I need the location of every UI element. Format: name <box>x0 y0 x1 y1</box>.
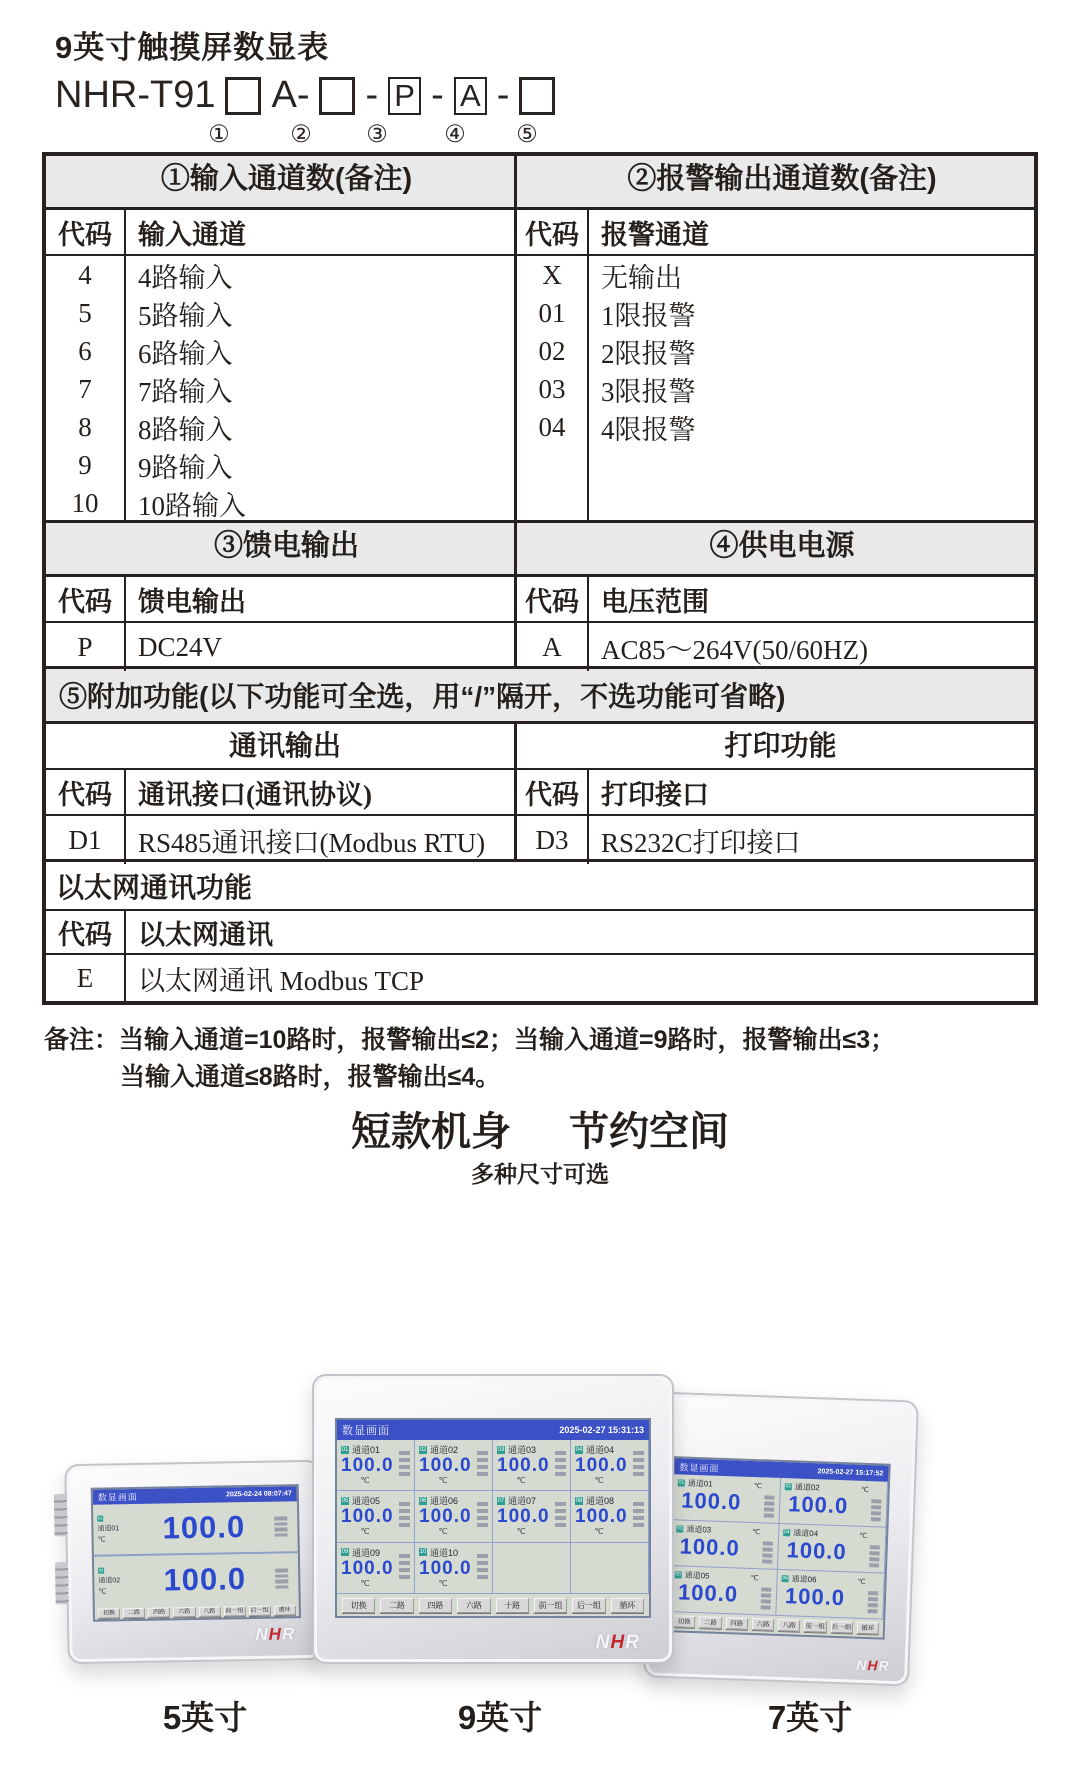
channel-number-badge: 03 <box>497 1446 505 1453</box>
screen-button: 六路 <box>457 1598 490 1613</box>
col-header-code: 代码 <box>46 210 126 254</box>
channel-name: 通道06 <box>791 1574 817 1585</box>
desc-cell: 2限报警 <box>601 338 696 369</box>
channel-cell <box>780 1478 889 1528</box>
channel-number-badge: 10 <box>419 1549 427 1556</box>
channel-value: 100.0 <box>341 1506 394 1528</box>
screen-button: 八路 <box>778 1619 801 1632</box>
col-header-code: 代码 <box>517 770 589 814</box>
channel-number-badge: 07 <box>497 1497 505 1504</box>
section2-header: ②报警输出通道数(备注) <box>627 163 937 195</box>
channel-cell <box>415 1543 493 1594</box>
channel-name: 通道10 <box>430 1547 459 1558</box>
channel-unit: ℃ <box>516 1527 526 1537</box>
code-cell: 10 <box>46 484 126 522</box>
screen-button: 后一组 <box>249 1605 271 1615</box>
code-cell: 01 <box>517 294 589 332</box>
model-box-5 <box>519 77 555 115</box>
model-dash-3: - <box>431 74 444 116</box>
channel-name: 通道02 <box>794 1482 820 1493</box>
print-block <box>517 770 1034 859</box>
channel-number-badge: 04 <box>783 1529 790 1536</box>
level-bars-icon <box>399 1451 410 1476</box>
power-supply-block <box>517 577 1034 666</box>
channel-cell <box>337 1543 415 1594</box>
screen-button: 八路 <box>198 1606 220 1616</box>
code-cell: 04 <box>517 408 589 446</box>
channel-number-badge: 02 <box>785 1483 792 1490</box>
code-cell: 03 <box>517 370 589 408</box>
channel-unit: ℃ <box>594 1475 604 1485</box>
level-bars-icon <box>274 1516 287 1536</box>
device-label-9inch: 9英寸 <box>457 1699 543 1736</box>
channel-value: 100.0 <box>679 1533 741 1561</box>
channel-cell <box>571 1440 649 1491</box>
table-row <box>46 623 514 671</box>
channel-unit: ℃ <box>98 1588 107 1596</box>
screen-button: 切换 <box>673 1615 696 1628</box>
device-label-7inch: 7英寸 <box>767 1699 853 1736</box>
table-row <box>517 370 1034 408</box>
channel-unit: ℃ <box>360 1475 370 1485</box>
desc-cell: RS232C打印接口 <box>601 827 801 858</box>
code-cell: P <box>46 623 126 671</box>
nhr-logo: NHR <box>856 1656 890 1674</box>
table-row <box>46 332 514 370</box>
channel-name: 通道03 <box>686 1524 712 1535</box>
device-9inch <box>312 1374 674 1664</box>
channel-unit: ℃ <box>438 1578 448 1588</box>
channel-number-badge: 09 <box>341 1549 349 1556</box>
alarm-channel-block <box>517 210 1034 520</box>
level-bars-icon <box>275 1568 288 1588</box>
table-row <box>517 332 1034 370</box>
screen-button: 后一组 <box>572 1598 605 1613</box>
col-header-print-interface: 打印接口 <box>601 779 709 810</box>
channel-value: 100.0 <box>680 1487 742 1515</box>
desc-cell: 1限报警 <box>601 300 696 331</box>
channel-cell <box>493 1440 571 1491</box>
col-header-comm-interface: 通讯接口(通讯协议) <box>138 779 372 810</box>
screen-timestamp: 2025-02-24 08:07:47 <box>225 1490 292 1499</box>
position-marker-1: ① <box>208 121 230 148</box>
comm-output-block <box>46 770 517 859</box>
device-9inch-screen <box>335 1418 651 1618</box>
channel-unit: ℃ <box>438 1527 448 1537</box>
position-marker-3: ③ <box>366 121 388 148</box>
desc-cell: 10路输入 <box>138 490 246 521</box>
desc-cell: 以太网通讯 Modbus TCP <box>138 965 425 996</box>
channel-value: 100.0 <box>497 1506 550 1528</box>
channel-name: 通道05 <box>352 1496 381 1507</box>
code-cell: E <box>46 955 126 1001</box>
screen-button: 循环 <box>611 1598 644 1613</box>
channel-name: 通道01 <box>687 1478 713 1489</box>
channel-cell <box>671 1520 780 1570</box>
channel-name: 通道06 <box>430 1496 459 1507</box>
col-header-voltage: 电压范围 <box>601 586 709 617</box>
nhr-logo: NHR <box>255 1624 296 1644</box>
device-7inch-screen <box>667 1456 891 1640</box>
channel-value: 100.0 <box>786 1537 848 1565</box>
excitation-block <box>46 577 517 666</box>
code-cell: 6 <box>46 332 126 370</box>
channel-cell <box>415 1491 493 1542</box>
channel-unit: ℃ <box>859 1532 868 1540</box>
screen-title: 数显画面 <box>679 1461 720 1474</box>
code-cell: D1 <box>46 816 126 864</box>
section1-header: ①输入通道数(备注) <box>46 156 517 207</box>
code-cell: 5 <box>46 294 126 332</box>
table-row <box>517 623 1034 671</box>
screen-button: 前一组 <box>534 1598 567 1613</box>
channel-value: 100.0 <box>575 1506 628 1528</box>
channel-unit: ℃ <box>360 1527 370 1537</box>
col-header-excitation: 馈电输出 <box>138 586 246 617</box>
level-bars-icon <box>762 1541 773 1563</box>
channel-cell <box>776 1570 885 1620</box>
screen-button: 循环 <box>274 1605 296 1615</box>
table-row <box>517 294 1034 332</box>
screen-button: 切换 <box>342 1598 375 1613</box>
level-bars-icon <box>633 1502 644 1527</box>
channel-name: 通道01 <box>97 1525 120 1533</box>
table-row <box>46 408 514 446</box>
channel-number-badge: 05 <box>675 1571 682 1578</box>
table-row <box>46 484 514 522</box>
col-header-code: 代码 <box>517 210 589 254</box>
table-row <box>46 256 514 294</box>
channel-cell <box>415 1440 493 1491</box>
channel-number-badge: 04 <box>575 1446 583 1453</box>
desc-cell: 8路输入 <box>138 414 233 445</box>
level-bars-icon <box>477 1502 488 1527</box>
code-cell: D3 <box>517 816 589 864</box>
input-channel-block <box>46 210 517 520</box>
channel-unit: ℃ <box>516 1475 526 1485</box>
empty-cell <box>571 1543 649 1594</box>
channel-unit: ℃ <box>360 1578 370 1588</box>
channel-name: 通道02 <box>430 1445 459 1455</box>
model-dash-2: - <box>365 74 379 116</box>
channel-name: 通道03 <box>508 1445 537 1455</box>
level-bars-icon <box>399 1554 410 1579</box>
code-cell: 02 <box>517 332 589 370</box>
desc-cell: 3限报警 <box>601 376 696 407</box>
code-cell: 8 <box>46 408 126 446</box>
channel-cell <box>93 1501 298 1557</box>
channel-name: 通道08 <box>586 1496 615 1507</box>
channel-name: 通道04 <box>586 1445 615 1455</box>
screen-button: 前一组 <box>804 1620 827 1633</box>
col-header-code: 代码 <box>46 770 126 814</box>
channel-cell <box>669 1566 778 1616</box>
channel-name: 通道09 <box>352 1547 381 1558</box>
level-bars-icon <box>555 1502 566 1527</box>
screen-button: 十路 <box>496 1598 529 1613</box>
level-bars-icon <box>477 1451 488 1476</box>
channel-unit: ℃ <box>594 1527 604 1537</box>
channel-number-badge: 01 <box>341 1446 349 1453</box>
channel-unit: ℃ <box>97 1536 106 1544</box>
col-header-code: 代码 <box>46 911 126 953</box>
channel-value: 100.0 <box>162 1508 246 1546</box>
screen-button: 循环 <box>856 1622 879 1635</box>
model-prefix: NHR-T91 <box>55 74 216 116</box>
device-label-5inch: 5英寸 <box>162 1699 248 1736</box>
channel-unit: ℃ <box>857 1578 866 1586</box>
level-bars-icon <box>555 1451 566 1476</box>
code-cell: 4 <box>46 256 126 294</box>
channel-number-badge: 01 <box>678 1479 685 1486</box>
model-text-a: A- <box>271 74 310 116</box>
channel-unit: ℃ <box>750 1574 759 1582</box>
terminal-block <box>54 1494 68 1536</box>
channel-number-badge: 05 <box>341 1497 349 1504</box>
code-cell: A <box>517 623 589 671</box>
col-header-ethernet: 以太网通讯 <box>138 919 273 950</box>
code-cell: 9 <box>46 446 126 484</box>
empty-cell <box>493 1543 571 1594</box>
table-row <box>517 408 1034 446</box>
table-row <box>46 294 514 332</box>
channel-name: 通道01 <box>352 1445 381 1455</box>
desc-cell: DC24V <box>138 631 223 662</box>
channel-unit: ℃ <box>438 1475 448 1485</box>
channel-value: 100.0 <box>784 1583 846 1611</box>
channel-unit: ℃ <box>860 1486 869 1494</box>
channel-unit: ℃ <box>752 1528 761 1536</box>
level-bars-icon <box>477 1554 488 1579</box>
section5-header: ⑤附加功能(以下功能可全选，用“/”隔开，不选功能可省略) <box>46 669 1034 724</box>
model-dash-4: - <box>496 74 510 116</box>
device-7inch <box>643 1391 919 1686</box>
channel-number-badge: 03 <box>676 1525 683 1532</box>
desc-cell: AC85～264V(50/60HZ) <box>601 634 868 665</box>
code-cell: 7 <box>46 370 126 408</box>
product-photos <box>0 1200 1080 1765</box>
channel-number-badge: 02 <box>419 1446 427 1453</box>
screen-button: 二路 <box>380 1598 413 1613</box>
table-row <box>46 446 514 484</box>
col-header-input-channel: 输入通道 <box>138 219 246 250</box>
table-row <box>46 816 514 864</box>
channel-cell <box>571 1491 649 1542</box>
slogan-part1: 短款机身 <box>351 1110 511 1154</box>
screen-button: 切换 <box>98 1608 120 1618</box>
channel-value: 100.0 <box>497 1455 550 1476</box>
channel-cell <box>493 1491 571 1542</box>
table-row <box>46 955 1034 1001</box>
channel-value: 100.0 <box>419 1455 472 1476</box>
ethernet-title: 以太网通讯功能 <box>46 862 1034 911</box>
screen-button: 前一组 <box>223 1606 245 1616</box>
col-header-alarm-channel: 报警通道 <box>601 219 709 250</box>
desc-cell: 5路输入 <box>138 300 233 331</box>
footnote-label: 备注： <box>44 1026 120 1054</box>
code-cell: X <box>517 256 589 294</box>
model-code-line <box>52 74 562 117</box>
screen-button: 四路 <box>725 1617 748 1630</box>
nhr-logo: NHR <box>595 1632 640 1653</box>
level-bars-icon <box>871 1499 882 1521</box>
comm-output-title: 通讯输出 <box>46 724 517 768</box>
screen-timestamp: 2025-02-27 15:17:52 <box>817 1467 884 1478</box>
col-header-code: 代码 <box>46 577 126 621</box>
position-marker-2: ② <box>290 121 312 148</box>
level-bars-icon <box>399 1502 410 1527</box>
desc-cell: 4路输入 <box>138 262 233 293</box>
slogan-part2: 节约空间 <box>569 1110 729 1154</box>
model-box-4: A <box>454 77 487 115</box>
screen-button: 后一组 <box>830 1621 853 1634</box>
level-bars-icon <box>869 1545 880 1567</box>
footnote-line1: 当输入通道=10路时，报警输出≤2；当输入通道=9路时，报警输出≤3； <box>119 1026 896 1054</box>
screen-button: 六路 <box>173 1606 195 1616</box>
screen-button: 二路 <box>123 1607 145 1617</box>
section3-header: ③馈电输出 <box>46 523 517 574</box>
desc-cell: RS485通讯接口(Modbus RTU) <box>138 827 486 858</box>
slogan-main <box>0 1100 1080 1157</box>
screen-button: 四路 <box>419 1598 452 1613</box>
screen-button: 四路 <box>148 1607 170 1617</box>
model-box-1 <box>225 77 261 115</box>
terminal-block <box>55 1562 69 1604</box>
screen-title: 数显画面 <box>342 1425 390 1437</box>
channel-name: 通道04 <box>793 1528 819 1539</box>
channel-number-badge: 06 <box>419 1497 427 1504</box>
channel-value: 100.0 <box>787 1491 849 1519</box>
channel-value: 100.0 <box>575 1455 628 1476</box>
footnote-line2: 当输入通道≤8路时，报警输出≤4。 <box>120 1063 501 1091</box>
screen-button: 六路 <box>752 1618 775 1631</box>
page-title: 9英寸触摸屏数显表 <box>55 30 330 65</box>
channel-name: 通道07 <box>508 1496 537 1507</box>
channel-value: 100.0 <box>341 1557 394 1579</box>
device-5inch-screen <box>91 1484 301 1622</box>
section4-header: ④供电电源 <box>709 530 855 562</box>
channel-cell <box>337 1491 415 1542</box>
channel-cell <box>778 1524 887 1574</box>
table-row <box>517 816 1034 864</box>
level-bars-icon <box>761 1587 772 1609</box>
channel-value: 100.0 <box>419 1557 472 1579</box>
col-header-code: 代码 <box>517 577 589 621</box>
channel-value: 100.0 <box>163 1560 247 1598</box>
channel-name: 通道05 <box>684 1570 710 1581</box>
channel-value: 100.0 <box>677 1579 739 1607</box>
ordering-spec-table <box>42 152 1038 1005</box>
channel-cell <box>673 1474 782 1524</box>
channel-name: 通道02 <box>98 1577 121 1585</box>
level-bars-icon <box>764 1495 775 1517</box>
model-box-3: P <box>388 77 421 115</box>
channel-value: 100.0 <box>341 1455 394 1476</box>
channel-number-badge: 06 <box>782 1575 789 1582</box>
channel-number-badge: 01 <box>97 1515 103 1521</box>
desc-cell: 9路输入 <box>138 452 233 483</box>
print-function-title: 打印功能 <box>724 731 837 762</box>
desc-cell: 6路输入 <box>138 338 233 369</box>
position-marker-5: ⑤ <box>516 121 538 148</box>
level-bars-icon <box>633 1451 644 1476</box>
channel-cell <box>337 1440 415 1491</box>
table-row <box>517 256 1034 294</box>
desc-cell: 7路输入 <box>138 376 233 407</box>
desc-cell: 4限报警 <box>601 414 696 445</box>
channel-number-badge: 02 <box>98 1567 104 1573</box>
slogan-sub: 多种尺寸可选 <box>471 1161 609 1187</box>
level-bars-icon <box>867 1591 878 1613</box>
position-marker-4: ④ <box>444 121 466 148</box>
channel-unit: ℃ <box>753 1482 762 1490</box>
desc-cell: 无输出 <box>601 262 682 293</box>
channel-number-badge: 08 <box>575 1497 583 1504</box>
screen-titlebar <box>337 1420 649 1440</box>
screen-button: 二路 <box>699 1616 722 1629</box>
table-row <box>46 370 514 408</box>
screen-title: 数显画面 <box>97 1491 138 1503</box>
screen-timestamp: 2025-02-27 15:31:13 <box>559 1425 644 1435</box>
channel-cell <box>94 1553 299 1607</box>
channel-value: 100.0 <box>419 1506 472 1528</box>
footnote <box>44 1022 895 1096</box>
device-5inch <box>64 1460 323 1664</box>
model-box-2 <box>319 77 355 115</box>
